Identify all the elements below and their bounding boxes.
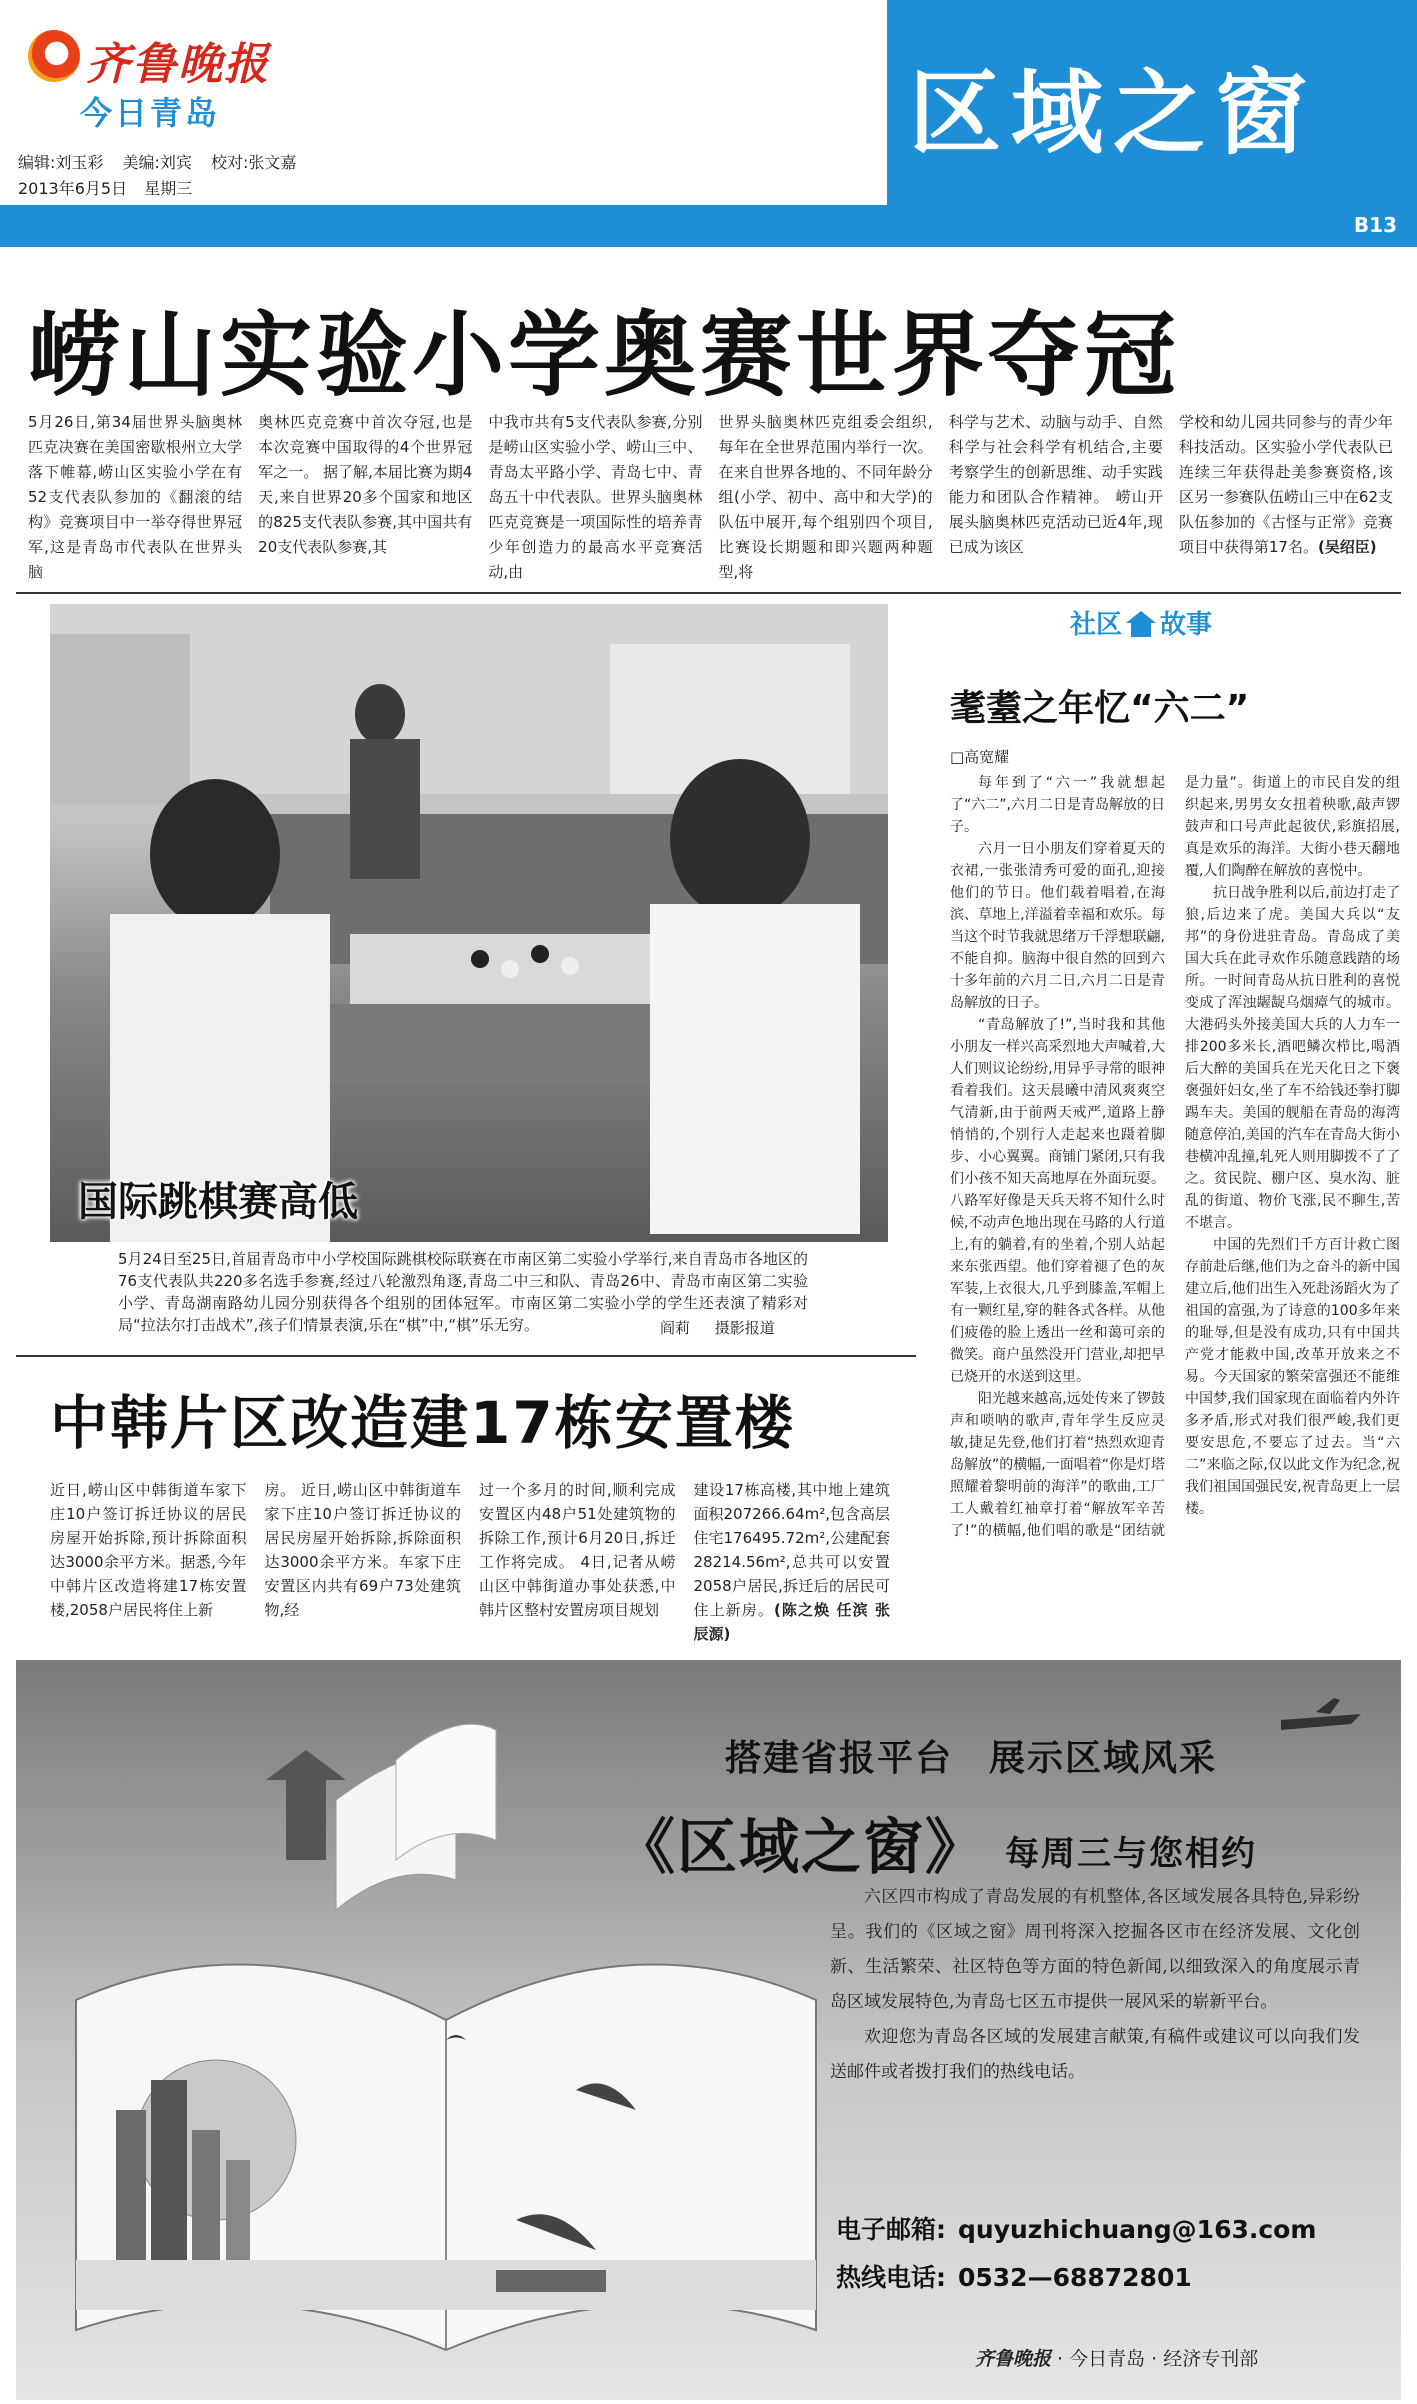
issue-date	[18, 176, 204, 199]
article-column-text: 学校和幼儿园共同参与的青少年科技活动。区实验小学代表队已连续三年获得赴美参赛资格,该区另一参赛队伍崂山三中在62支队伍参加的《古怪与正常》竞赛项目中获得第17名。	[1178, 413, 1394, 556]
staff-credits	[18, 150, 310, 173]
footer-department: · 今日青岛 · 经济专刊部	[1057, 2348, 1259, 2370]
email-label: 电子邮箱:	[836, 2215, 946, 2244]
badge-label-right: 故事	[1160, 610, 1213, 640]
email-address: quyuzhichuang@163.com	[958, 2215, 1317, 2244]
story-body	[950, 772, 1400, 1662]
footer-paper-name: 齐鲁晚报	[975, 2348, 1052, 2370]
ad-slogan	[725, 1730, 1253, 1781]
community-story-badge	[1070, 604, 1270, 654]
article-byline: (吴绍臣)	[1317, 538, 1377, 556]
section-divider	[16, 1355, 916, 1357]
photo-reporter: 阎莉	[660, 1319, 691, 1337]
house-icon	[1126, 611, 1156, 637]
ad-slogan-left: 搭建省报平台	[725, 1738, 954, 1779]
article-column: 过一个多月的时间,顺利完成安置区内48户51处建筑物的拆除工作,预计6月20日,拆迁工作将完成。 4日,记者从崂山区中韩街道办事处获悉,中韩片区整村安置房项目规划	[479, 1481, 676, 1619]
article-column: 中我市共有5支代表队参赛,分别是崂山区实验小学、崂山三中、青岛太平路小学、青岛七中、青岛五十中代表队。世界头脑奥林匹克竞赛是一项国际性的培养青少年创造力的最高水平竞赛活动,由	[488, 413, 703, 581]
column-title-block	[887, 0, 1417, 205]
story-title: 耄耋之年忆“六二”	[950, 688, 1250, 729]
checkers-photo	[50, 604, 888, 1242]
article-byline: (陈之焕 任滨 张辰源)	[693, 1601, 890, 1643]
headline-resettlement: 中韩片区改造建17栋安置楼	[50, 1389, 795, 1457]
ad-paragraph: 欢迎您为青岛各区域的发展建言献策,有稿件或建议可以向我们发送邮件或者拨打我们的热线电话。	[830, 2027, 1360, 2082]
article-column-text: 建设17栋高楼,其中地上建筑面积207266.64m²,包含高层住宅176495.72m²,公建配套28214.56m²,总共可以安置2058户居民,拆迁后的居民可住上新房。	[693, 1481, 890, 1619]
photo-credit-type: 摄影报道	[714, 1319, 775, 1337]
article-column: 奥林匹克竞赛中首次夺冠,也是本次竞赛中国取得的4个世界冠军之一。 据了解,本届比赛为期4天,来自世界20多个国家和地区的825支代表队参赛,其中国共有20支代表队参赛,其	[258, 413, 473, 556]
story-paragraph: 中国的先烈们千方百计救亡图存前赴后继,他们为之奋斗的新中国建立后,他们出生入死赴汤蹈火为了祖国的富强,为了诗意的100多年来的耻辱,但是没有成功,只有中国共产党才能救中国,改革开放来之不易。今天国家的繁荣富强还不能维中国梦,我们国家现在面临着内外许多矛盾,形式对我们很严峻,我们更要安思危,不要忘了过去。当“六二”来临之际,仅以此文作为纪念,祝我们祖国国强民安,祝青岛更上一层楼。	[1185, 1237, 1400, 1517]
article-column: 近日,崂山区中韩街道车家下庄10户签订拆迁协议的居民房屋开始拆除,预计拆除面积达3000余平方米。据悉,今年中韩片区改造将建17栋安置楼,2058户居民将住上新	[50, 1481, 247, 1619]
story-paragraph: 阳光越来越高,远处传来了锣鼓声和唢呐的歌声,青年学生反应灵敏,捷足先登,他们打着“热烈欢迎青岛解放”的横幅,一面唱着“你是灯塔照耀着黎明前的海洋”的歌曲,工厂工人戴着红袖章打着“解放军辛苦了!”的横幅,他们唱的歌是“团结就是力量”。街道上的市民自发的组织起来,男男女女扭着秧歌,敲声锣鼓声和口号声此起彼伏,彩旗招展,真是欢乐的海洋。大街小巷天翻地覆,人们陶醉在解放的喜悦中。	[950, 775, 1400, 1539]
checkers-photo-illustration	[50, 604, 888, 1242]
article-column: 世界头脑奥林匹克组委会组织,每年在全世界范围内举行一次。在来自世界各地的、不同年龄分组(小学、初中、高中和大学)的队伍中展开,每个组别四个项目,比赛设长期题和即兴题两种题型,将	[718, 413, 933, 581]
logo-swirl-icon	[28, 30, 80, 82]
designer-credit: 美编:刘宾	[122, 153, 192, 172]
photo-credit	[660, 1317, 795, 1338]
column-title: 区域之窗	[909, 60, 1318, 167]
paper-name: 齐鲁晚报	[86, 39, 270, 90]
story-paragraph: “青岛解放了!”,当时我和其他小朋友一样兴高采烈地大声喊着,大人们则议论纷纷,用异乎寻常的眼神看着我们。这天晨曦中清风爽爽空气清新,由于前两天戒严,道路上静悄悄的,个别行人走起来也蹑着脚步、小心翼翼。商铺门紧闭,只有我们小孩不知天高地厚在外面玩耍。八路军好像是天兵天将不知什么时候,不动声色地出现在马路的人行道上,有的躺着,有的坐着,个别人站起来东张西望。他们穿着褪了色的灰军装,上衣很大,几乎到膝盖,军帽上有一颗红星,穿的鞋各式各样。从他们疲倦的脸上透出一丝和蔼可亲的微笑。商户虽然没开门营业,却把早已烧开的水送到这里。	[950, 1017, 1165, 1385]
section-divider	[16, 592, 1401, 594]
photo-caption: 国际跳棋赛高低	[78, 1179, 358, 1225]
ad-description	[830, 1880, 1360, 2090]
ad-brand-subtitle: 每周三与您相约	[1005, 1834, 1257, 1874]
story-author: □高宽耀	[950, 748, 1010, 766]
phone-number: 0532—68872801	[958, 2263, 1192, 2292]
badge-label-left: 社区	[1070, 610, 1123, 640]
editor-credit: 编辑:刘玉彩	[18, 153, 104, 172]
article-column	[1179, 410, 1393, 588]
ad-brand-name: 《区域之窗》	[615, 1813, 987, 1883]
story-paragraph: 每年到了“六一”我就想起了“六二”,六月二日是青岛解放的日子。	[950, 775, 1165, 835]
phone-label: 热线电话:	[836, 2263, 946, 2292]
section-name: 今日青岛	[80, 94, 221, 132]
article-column: 房。 近日,崂山区中韩街道车家下庄10户签订拆迁协议的居民房屋开始拆除,拆除面积达3000余平方米。车家下庄安置区内共有69户73处建筑物,经	[264, 1481, 461, 1619]
ad-paragraph: 六区四市构成了青岛发展的有机整体,各区域发展各具特色,异彩纷呈。我们的《区域之窗》周刊将深入挖掘各区市在经济发展、文化创新、生活繁荣、社区特色等方面的特色新闻,以细致深入的角度展示青岛区域发展特色,为青岛七区五市提供一展风采的崭新平台。	[830, 1887, 1360, 2012]
article-column	[694, 1478, 891, 1666]
story-paragraph: 六月一日小朋友们穿着夏天的衣裙,一张张清秀可爱的面孔,迎接他们的节日。他们载着唱着,在海滨、草地上,洋溢着幸福和欢乐。每当这个时节我就思绪万千浮想联翩,不能自抑。脑海中很自然的回到六十多年前的六月二日,六月二日是青岛解放的日子。	[950, 841, 1165, 1011]
date-text: 2013年6月5日	[18, 179, 128, 198]
article-column: 5月26日,第34届世界头脑奥林匹克决赛在美国密歇根州立大学落下帷幕,崂山区实验小学在有52支代表队参加的《翻滚的结构》竞赛项目中一举夺得世界冠军,这是青岛市代表队在世界头脑	[28, 413, 243, 581]
article-olympiad-body	[28, 410, 1393, 588]
weekday-text: 星期三	[144, 179, 193, 198]
header-bar	[0, 205, 1417, 247]
proofreader-credit: 校对:张文嘉	[211, 153, 297, 172]
masthead	[0, 0, 1417, 205]
ad-hotline	[836, 2258, 1192, 2294]
photo-description: 5月24日至25日,首届青岛市中小学校国际跳棋校际联赛在市南区第二实验小学举行,来自青岛市各地区的76支代表队共220多名选手参赛,经过八轮激烈角逐,青岛二中三和队、青岛26中、青岛市南区第二实验小学、青岛湖南路幼儿园分别获得各个组别的团体冠军。市南区第二实验小学的学生还表演了精彩对局“拉法尔打击战术”,孩子们情景表演,乐在“棋”中,“棋”乐无穷。	[118, 1250, 808, 1334]
article-column: 科学与艺术、动脑与动手、自然科学与社会科学有机结合,主要考察学生的创新思维、动手实践能力和团队合作精神。 崂山开展头脑奥林匹克活动已近4年,现已成为该区	[948, 413, 1163, 556]
ad-slogan-right: 展示区域风采	[989, 1738, 1218, 1779]
story-paragraph: 抗日战争胜利以后,前边打走了狼,后边来了虎。美国大兵以“友邦”的身份进驻青岛。青岛成了美国大兵在此寻欢作乐随意践踏的场所。一时间青岛从抗日胜利的喜悦变成了浑浊龌龊乌烟瘴气的城市。大港码头外接美国大兵的人力车一排200多米长,酒吧鳞次栉比,喝酒后大醉的美国兵在光天化日之下褒褒强奸妇女,坐了车不给钱还拳打脚踢车夫。美国的舰船在青岛的海湾随意停泊,美国的汽车在青岛大街小巷横冲乱撞,轧死人则用脚拨不了了之。贫民院、棚户区、臭水沟、脏乱的街道、物价飞涨,民不聊生,苦不堪言。	[1185, 885, 1400, 1231]
newspaper-logo	[28, 22, 328, 132]
ad-footer	[975, 2344, 1258, 2371]
article-resettlement-body	[50, 1478, 890, 1666]
headline-olympiad: 崂山实验小学奥赛世界夺冠	[28, 302, 1181, 409]
ad-email	[836, 2210, 1316, 2246]
page-number: B13	[1353, 213, 1397, 237]
